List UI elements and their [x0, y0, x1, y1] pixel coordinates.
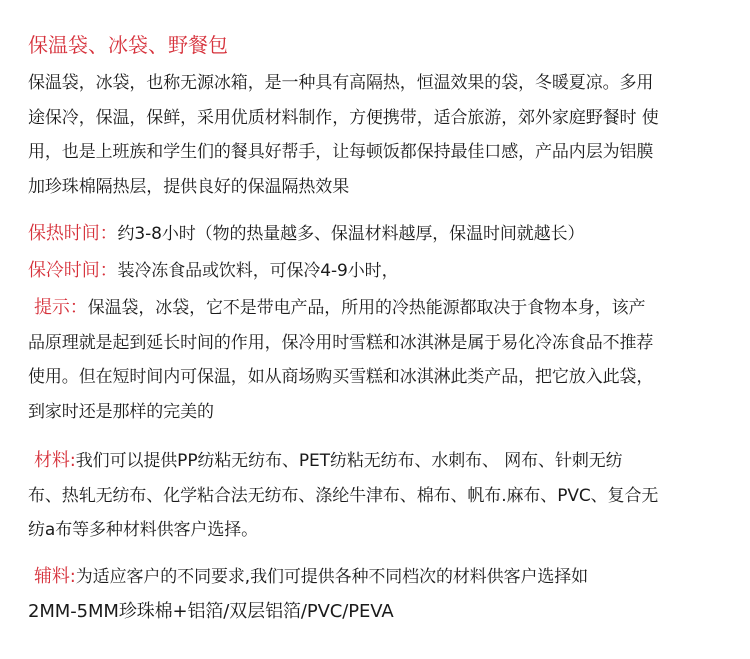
- material-label: 材料:: [34, 450, 76, 471]
- page-title: 保温袋、冰袋、野餐包: [28, 33, 228, 57]
- intro-line: 途保冷，保温，保鲜，采用优质材料制作，方便携带，适合旅游，郊外家庭野餐时 使: [28, 107, 659, 128]
- tip-label: 提示：: [34, 297, 88, 318]
- keep-cold-section: [28, 254, 744, 289]
- keep-hot-label: 保热时间：: [28, 223, 118, 244]
- material-section: [28, 444, 744, 548]
- tip-line: [28, 291, 744, 326]
- material-line: [28, 444, 744, 479]
- tip-line: 到家时还是那样的完美的: [28, 401, 214, 422]
- intro-line: 保温袋，冰袋，也称无源冰箱，是一种具有高隔热，恒温效果的袋，冬暖夏凉。多用: [28, 73, 654, 93]
- keep-cold-text: 装冷冻食品或饮料，可保冷4-9小时，: [117, 261, 399, 281]
- auxiliary-line: [28, 560, 744, 595]
- keep-hot-section: [28, 217, 744, 252]
- auxiliary-line: 2MM-5MM珍珠棉+铝箔/双层铝箔/PVC/PEVA: [28, 600, 394, 622]
- keep-cold-label: 保冷时间：: [28, 260, 118, 281]
- auxiliary-text: 为适应客户的不同要求,我们可提供各种不同档次的材料供客户选择如: [75, 567, 589, 587]
- material-text: 我们可以提供PP纺粘无纺布、PET纺粘无纺布、水刺布、 网布、针刺无纺: [75, 451, 623, 471]
- material-line: 布、热轧无纺布、化学粘合法无纺布、涤纶牛津布、棉布、帆布.麻布、PVC、复合无: [28, 485, 659, 506]
- tip-section: [28, 291, 744, 429]
- keep-cold-line: [28, 254, 744, 289]
- tip-line: 使用。但在短时间内可保温，如从商场购买雪糕和冰淇淋此类产品，把它放入此袋，: [28, 367, 654, 387]
- intro-paragraph: [28, 66, 744, 204]
- intro-line: 用，也是上班族和学生们的餐具好帮手，让每顿饭都保持最佳口感，产品内层为铝膜: [28, 142, 654, 162]
- auxiliary-label: 辅料:: [34, 566, 76, 587]
- tip-line: 品原理就是起到延长时间的作用，保冷用时雪糕和冰淇淋是属于易化冷冻食品不推荐: [28, 332, 654, 353]
- material-line: 纺a布等多种材料供客户选择。: [28, 520, 259, 540]
- auxiliary-section: [28, 560, 744, 629]
- keep-hot-text: 约3-8小时（物的热量越多、保温材料越厚，保温时间就越长）: [117, 224, 585, 244]
- tip-text: 保温袋，冰袋，它不是带电产品，所用的冷热能源都取决于食物本身，该产: [87, 298, 646, 318]
- keep-hot-line: [28, 217, 744, 252]
- intro-line: 加珍珠棉隔热层，提供良好的保温隔热效果: [28, 176, 350, 197]
